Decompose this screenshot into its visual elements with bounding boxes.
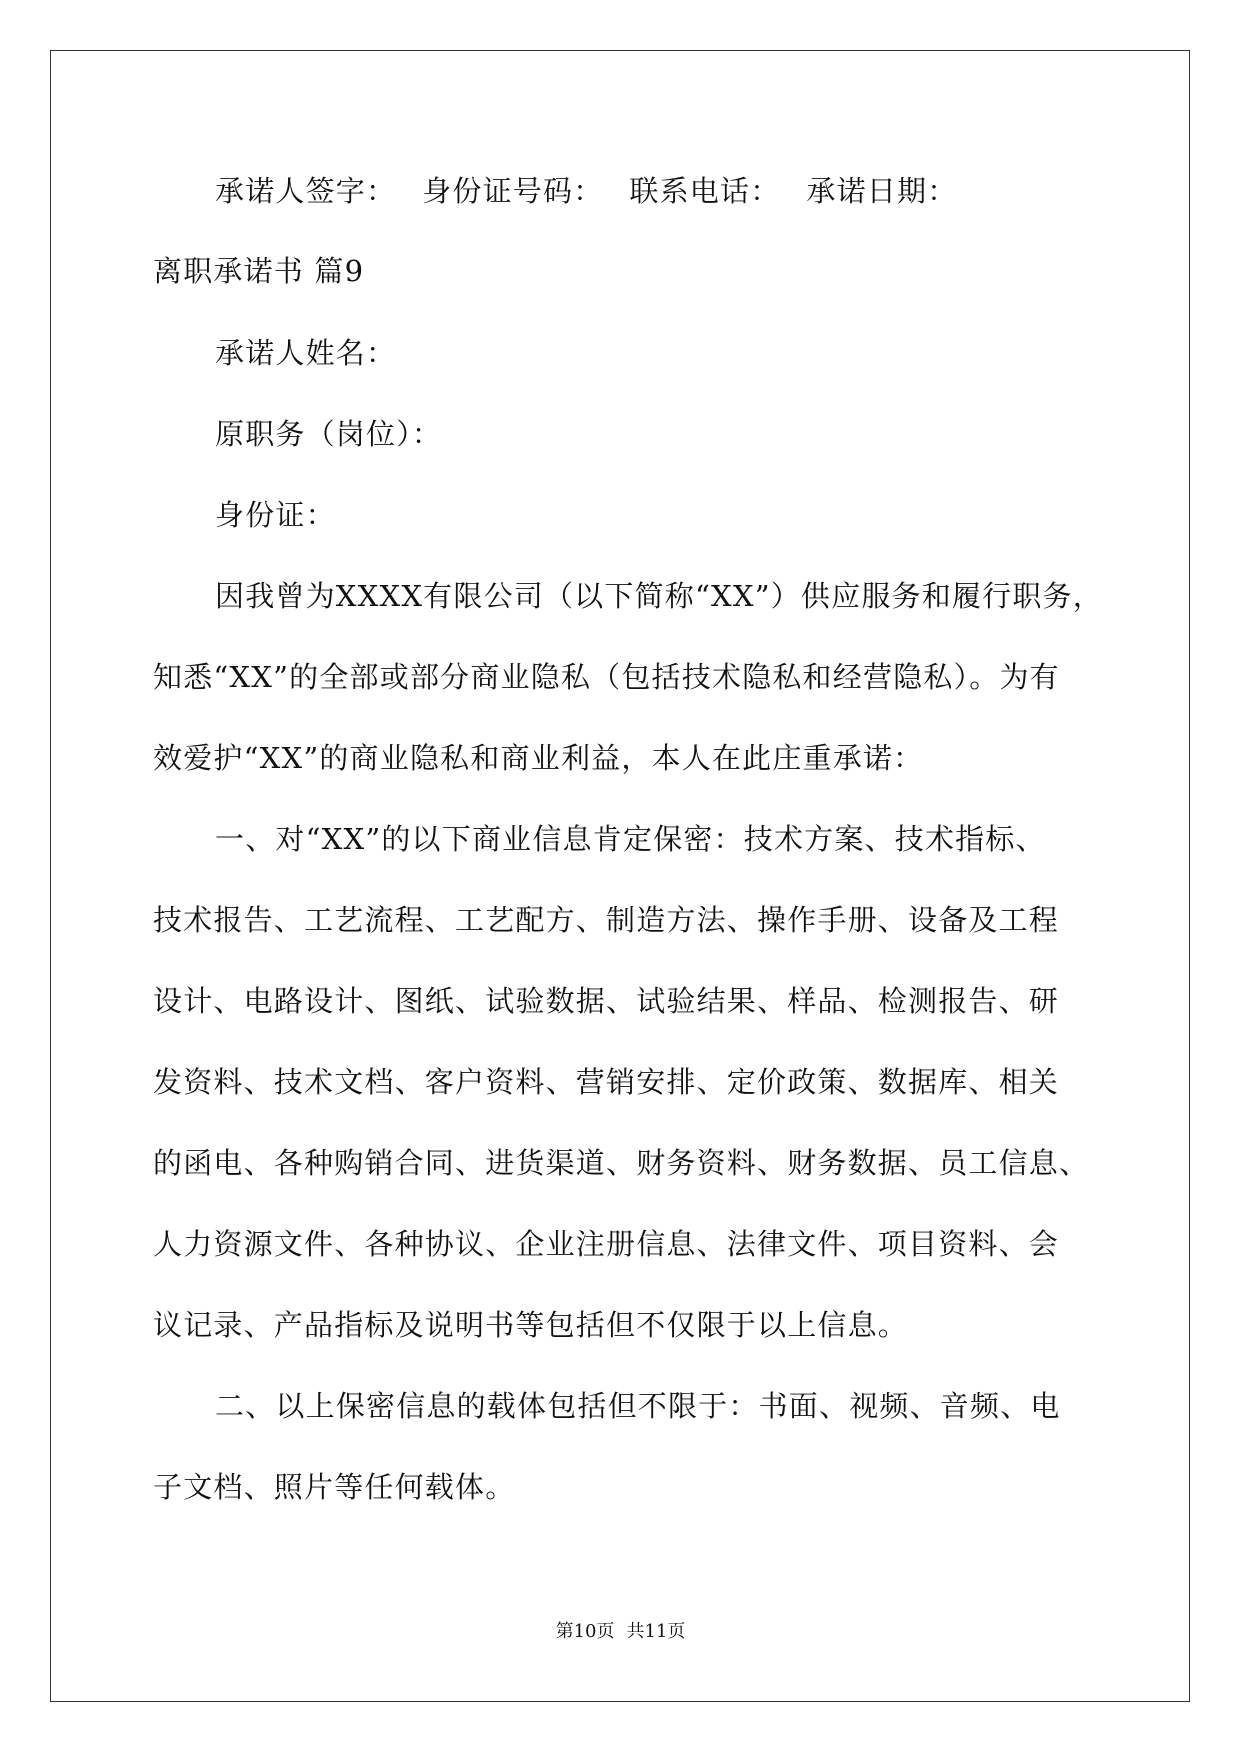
page-footer [0,1620,1241,1644]
field-id-card: 身份证： [215,498,336,532]
page-total: 共11页 [626,1621,686,1642]
paragraph-line: 子文档、照片等任何载体。 [153,1470,516,1504]
field-name: 承诺人姓名： [215,336,397,370]
signature-line [215,173,983,209]
paragraph-line: 技术报告、工艺流程、工艺配方、制造方法、操作手册、设备及工程 [153,903,1060,937]
page-border [50,50,1190,1702]
paragraph-line: 二、以上保密信息的载体包括但不限于：书面、视频、音频、电 [215,1389,1061,1423]
commitment-date-label: 承诺日期： [806,174,958,208]
paragraph-line: 一、对“XX”的以下商业信息肯定保密：技术方案、技术指标、 [215,822,1046,856]
paragraph-line: 的函电、各种购销合同、进货渠道、财务资料、财务数据、员工信息、 [153,1146,1090,1180]
id-number-label: 身份证号码： [422,174,604,208]
paragraph-line: 发资料、技术文档、客户资料、营销安排、定价政策、数据库、相关 [153,1065,1060,1099]
page-number: 第10页 [555,1621,615,1642]
paragraph-line: 人力资源文件、各种协议、企业注册信息、法律文件、项目资料、会 [153,1227,1060,1261]
paragraph-line: 效爱护“XX”的商业隐私和商业利益，本人在此庄重承诺： [153,741,924,775]
paragraph-line: 知悉“XX”的全部或部分商业隐私（包括技术隐私和经营隐私）。为有 [153,660,1060,694]
paragraph-line: 设计、电路设计、图纸、试验数据、试验结果、样品、检测报告、研 [153,984,1060,1018]
signer-signature-label: 承诺人签字： [215,174,397,208]
section-title: 离职承诺书 篇9 [153,254,365,288]
paragraph-line: 议记录、产品指标及说明书等包括但不仅限于以上信息。 [153,1308,909,1342]
paragraph-line: 因我曾为XXXX有限公司（以下简称“XX”）供应服务和履行职务， [215,579,1103,613]
contact-phone-label: 联系电话： [629,174,781,208]
field-position: 原职务（岗位）： [215,417,443,451]
